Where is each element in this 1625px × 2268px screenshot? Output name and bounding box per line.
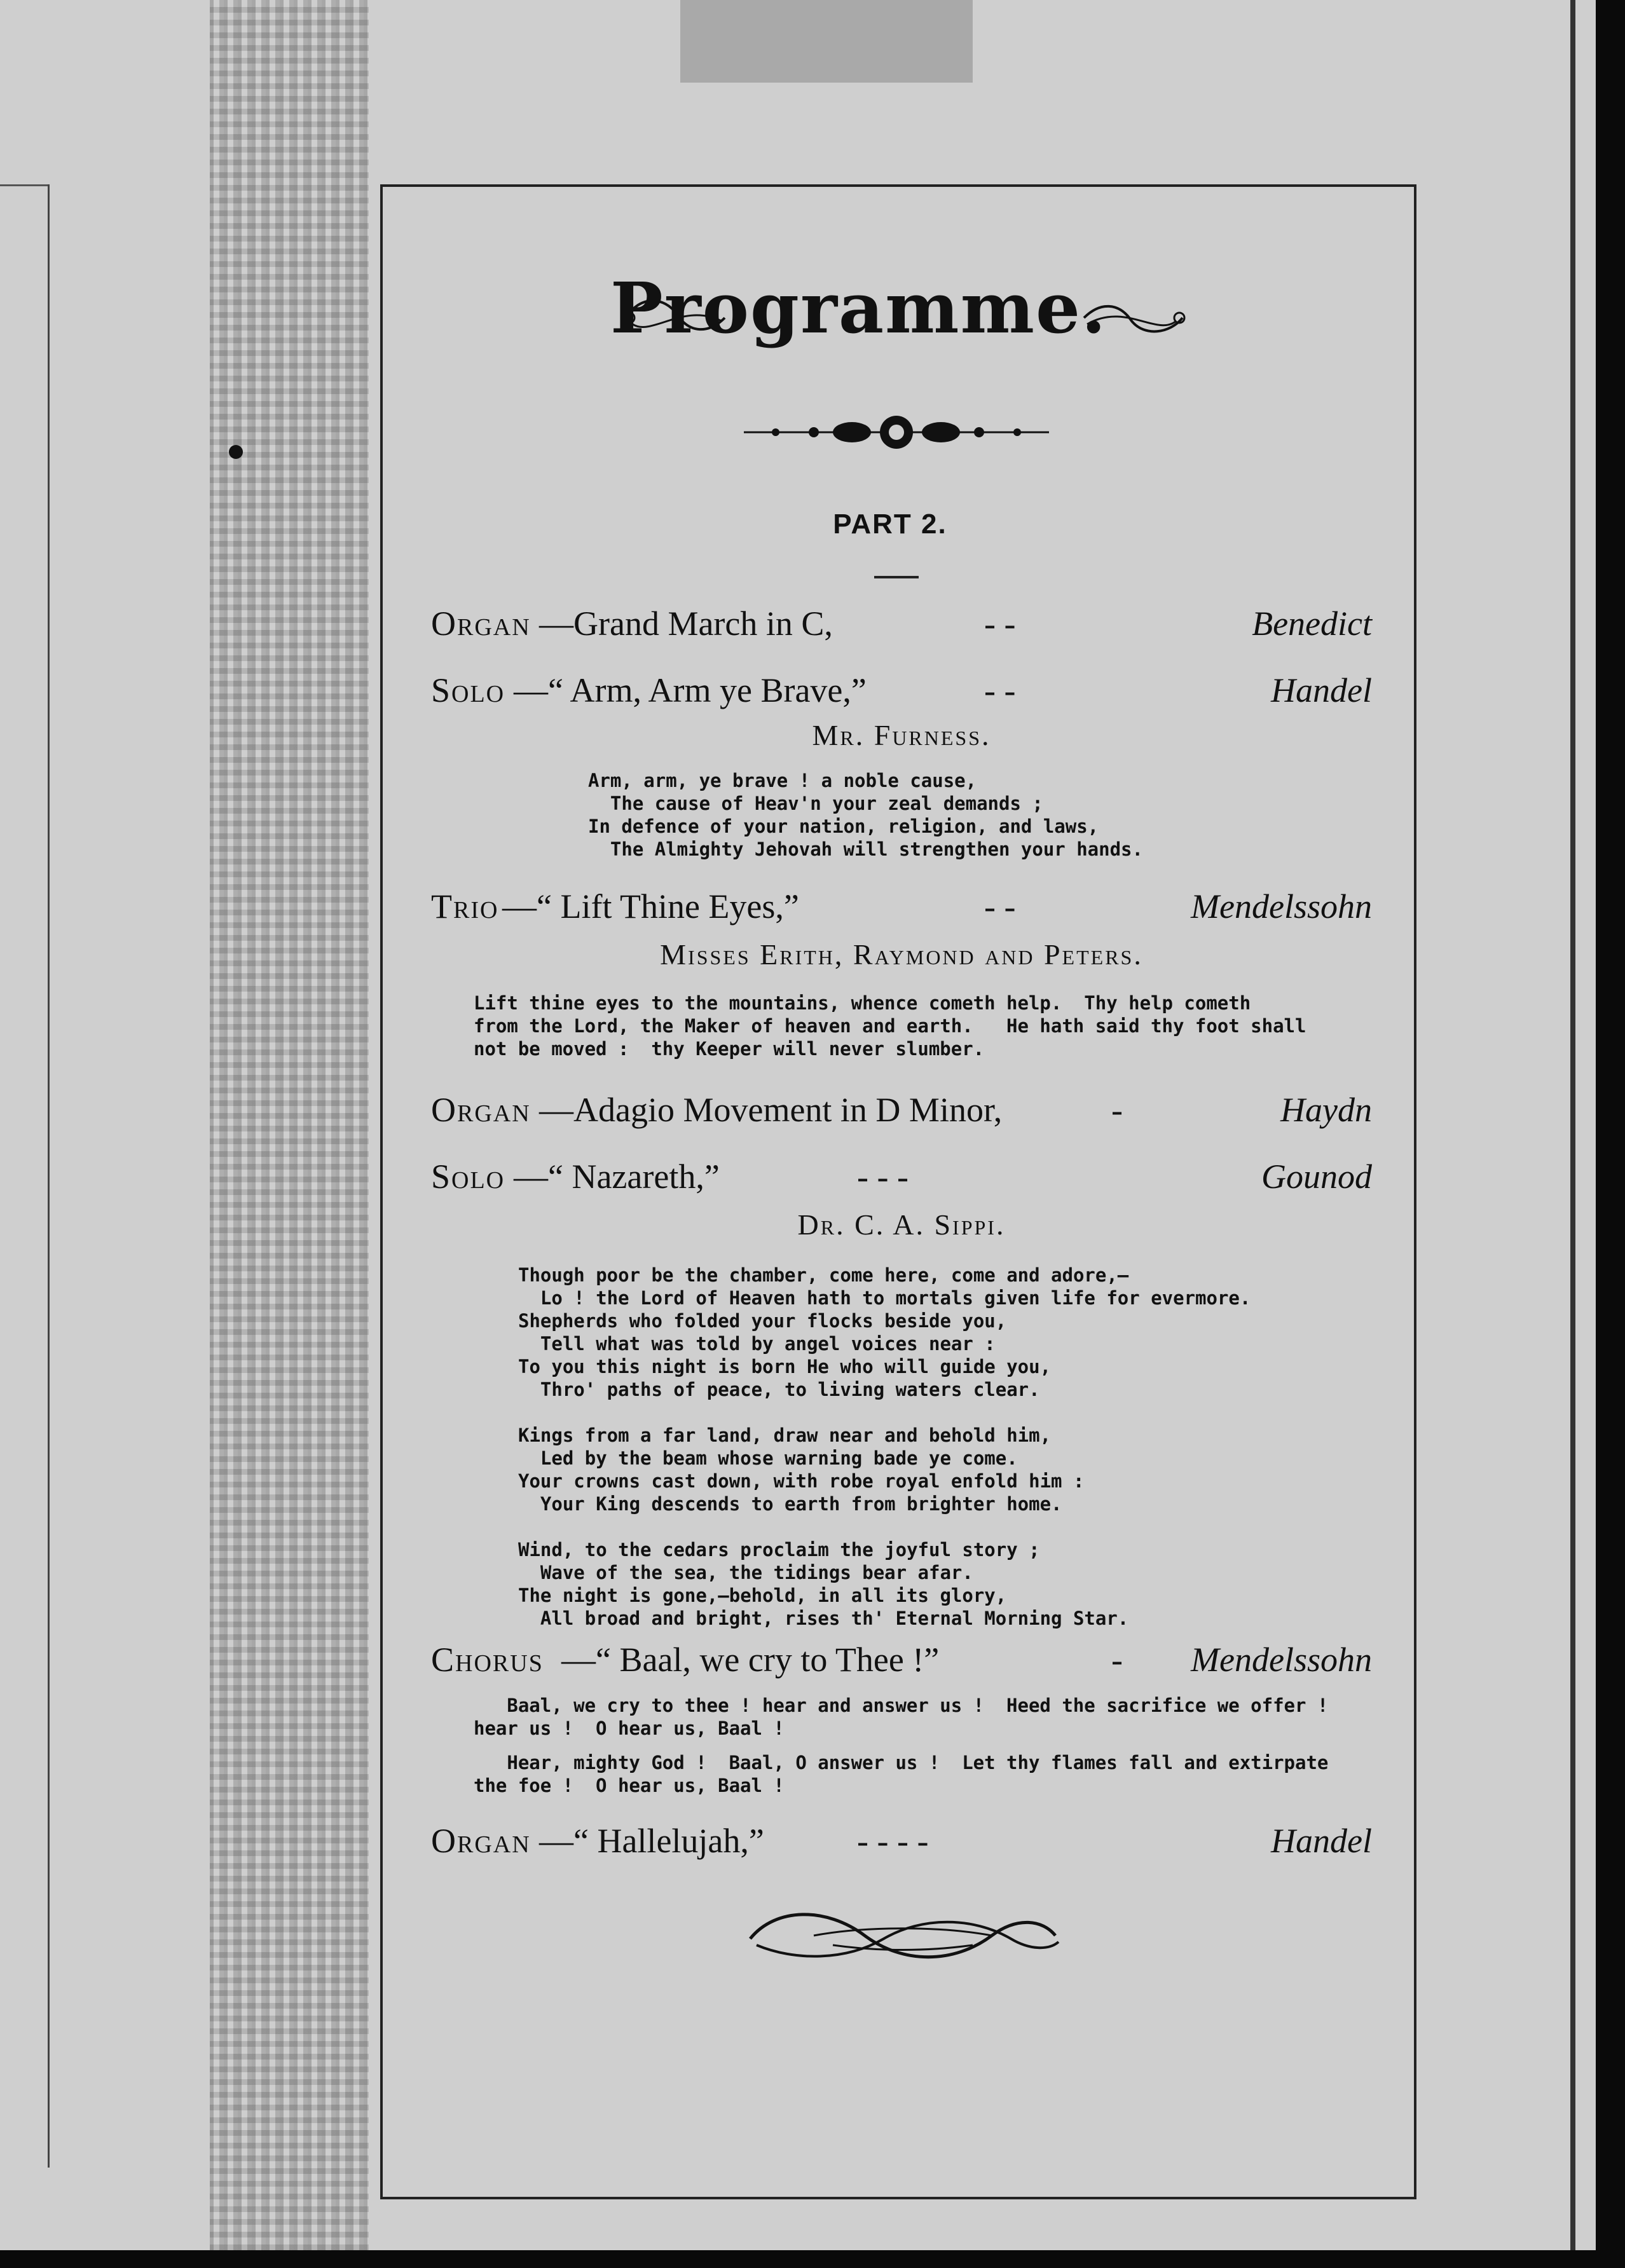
item-dashes: - - <box>984 887 1016 926</box>
item-kind: Solo <box>431 671 505 709</box>
performer-trio: Misses Erith, Raymond and Peters. <box>660 938 1143 971</box>
item-kind: Organ <box>431 1091 531 1129</box>
item-composer: Handel <box>1271 671 1372 709</box>
lyrics-lift-thine-eyes: Lift thine eyes to the mountains, whence cometh help. Thy help cometh from the Lord, the Maker of heaven and earth. He hath said thy foot shall not be moved : thy Keeper will never slumber. <box>474 992 1306 1060</box>
part-divider <box>874 576 919 578</box>
item-dashes: - <box>1111 1091 1123 1129</box>
item-dashes: - - - - <box>857 1822 929 1860</box>
lyrics-nazareth: Though poor be the chamber, come here, come and adore,— Lo ! the Lord of Heaven hath to mortals given life for evermore. Shepherds who folded your flocks beside you, Tell what was told by angel voices near : To you this night is born He who will guide you, Thro' paths of peace, to living waters clear. Kings from a far land, draw near and behold him, Led by the beam whose warning bade ye come. Your crowns cast down, with robe royal enfold him : Your King descends to earth from brighter home. Wind, to the cedars proclaim the joyful story ; Wave of the sea, the tidings bear afar. The night is gone,—behold, in all its glory, All broad and bright, rises th' Eternal Morning Star. <box>518 1264 1251 1629</box>
performer-furness: Mr. Furness. <box>812 719 991 751</box>
programme-item-solo-arm <box>431 671 1372 715</box>
item-dashes: - - <box>984 671 1016 709</box>
programme-item-organ-march <box>431 604 1372 648</box>
item-composer: Handel <box>1271 1822 1372 1860</box>
ink-spot <box>229 445 243 459</box>
item-composer: Gounod <box>1261 1158 1372 1196</box>
paper-tab <box>680 0 973 83</box>
programme-item-trio-lift <box>431 887 1372 931</box>
item-kind: Chorus <box>431 1641 544 1679</box>
item-piece: —“ Baal, we cry to Thee !” <box>561 1641 940 1679</box>
page-edge <box>1570 0 1575 2250</box>
programme-item-organ-adagio <box>431 1090 1372 1135</box>
item-composer: Haydn <box>1280 1091 1372 1129</box>
item-piece: —“ Hallelujah,” <box>539 1822 764 1860</box>
item-dashes: - - <box>984 605 1016 643</box>
floral-ornament-icon <box>737 407 1055 458</box>
part-heading: PART 2. <box>833 509 947 540</box>
item-kind: Organ <box>431 1822 531 1860</box>
item-composer: Mendelssohn <box>1191 1641 1372 1679</box>
item-piece: —Grand March in C, <box>539 605 833 643</box>
item-dashes: - <box>1111 1641 1123 1679</box>
binding-spine <box>210 0 369 2250</box>
programme-item-organ-hallelujah <box>431 1821 1372 1866</box>
item-composer: Mendelssohn <box>1191 887 1372 926</box>
programme-item-solo-nazareth <box>431 1157 1372 1201</box>
item-kind: Trio <box>431 887 499 926</box>
item-dashes: - - - <box>857 1158 908 1196</box>
item-composer: Benedict <box>1252 605 1372 643</box>
lyrics-baal-verse-1: Baal, we cry to thee ! hear and answer us ! Heed the sacrifice we offer ! hear us ! O hear us, Baal ! <box>474 1695 1329 1739</box>
item-piece: —“ Lift Thine Eyes,” <box>502 887 799 926</box>
item-piece: —“ Arm, Arm ye Brave,” <box>514 671 867 709</box>
item-kind: Solo <box>431 1158 505 1196</box>
left-panel-rule <box>48 184 50 2168</box>
left-panel-border <box>0 184 50 186</box>
item-piece: —“ Nazareth,” <box>514 1158 720 1196</box>
title-flourish-right-icon <box>1081 289 1189 346</box>
lyrics-baal-verse-2: Hear, mighty God ! Baal, O answer us ! Let thy flames fall and extirpate the foe ! O hear us, Baal ! <box>474 1752 1329 1796</box>
lyrics-arm-arm: Arm, arm, ye brave ! a noble cause, The cause of Heav'n your zeal demands ; In defence of your nation, religion, and laws, The Almighty Jehovah will strengthen your hands. <box>588 770 1143 860</box>
programme-item-chorus-baal <box>431 1640 1372 1684</box>
closing-flourish-icon <box>737 1901 1068 1971</box>
item-kind: Organ <box>431 605 531 643</box>
programme-title: Programme. <box>610 267 1107 349</box>
performer-sippi: Dr. C. A. Sippi. <box>797 1208 1006 1241</box>
item-piece: —Adagio Movement in D Minor, <box>539 1091 1003 1129</box>
